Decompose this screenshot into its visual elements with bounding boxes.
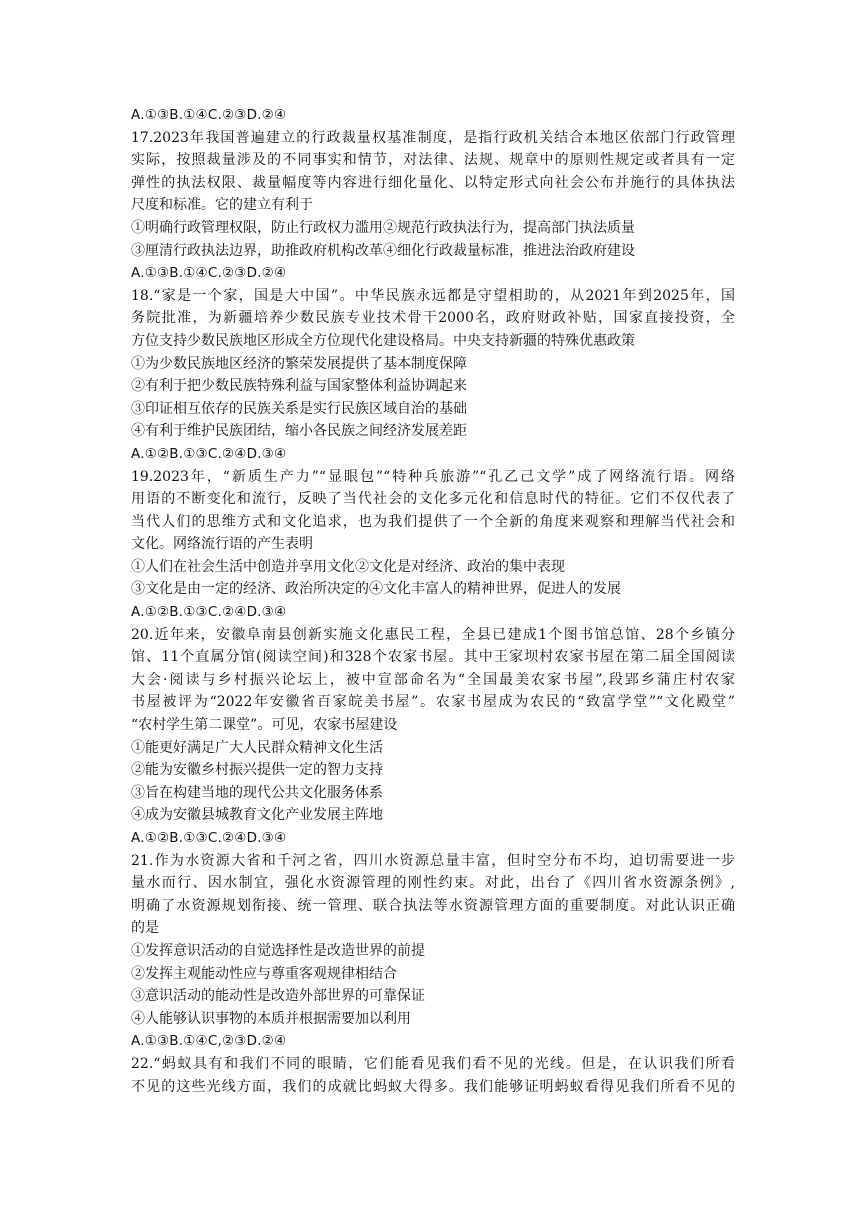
text-line: 量水而行、因水制宜，强化水资源管理的刚性约束。对此，出台了《四川省水资源条例》, — [131, 875, 735, 892]
text-line: 20.近年来，安徽阜南县创新实施文化惠民工程，全县已建成1个图书馆总馆、28个乡镇分 — [131, 626, 735, 643]
text-line: 当代人们的思维方式和文化追求，也为我们提供了一个全新的角度来观察和理解当代社会和 — [131, 513, 735, 530]
text-line: 尺度和标准。它的建立有利于 — [131, 197, 313, 214]
text-line: 21.作为水资源大省和千河之省，四川水资源总量丰富，但时空分布不均，迫切需要进一步 — [131, 852, 735, 869]
text-line: 实际，按照裁量涉及的不同事实和情节，对法律、法规、规章中的原则性规定或者具有一定 — [131, 152, 735, 169]
text-line: ①明确行政管理权限，防止行政权力滥用②规范行政执法行为，提高部门执法质量 — [131, 219, 635, 236]
text-line: ④有利于维护民族团结，缩小各民族之间经济发展差距 — [131, 423, 467, 440]
text-line: ②发挥主观能动性应与尊重客观规律相结合 — [131, 965, 397, 982]
text-line: ①发挥意识活动的自觉选择性是改造世界的前提 — [131, 942, 425, 959]
text-line: 弹性的执法权限、裁量幅度等内容进行细化量化、以特定形式向社会公布并施行的具体执法 — [131, 174, 735, 191]
text-line: ④成为安徽县城教育文化产业发展主阵地 — [131, 807, 383, 824]
text-line: 书屋被评为“2022年安徽省百家皖美书屋”。农家书屋成为农民的“致富学堂”“文化殿堂” — [131, 694, 735, 711]
text-line: 方位支持少数民族地区形成全方位现代化建设格局。中央支持新疆的特殊优惠政策 — [131, 332, 635, 349]
text-line: ①能更好满足广大人民群众精神文化生活 — [131, 739, 383, 756]
text-line: ③厘清行政执法边界，助推政府机构改革④细化行政裁量标准，推进法治政府建设 — [131, 242, 635, 259]
text-line: 馆、11个直属分馆(阅读空间)和328个农家书屋。其中王家坝村农家书屋在第二届全国阅读 — [131, 649, 735, 666]
answer-options: A.①②B.①③C.②④D.③④ — [131, 445, 287, 462]
answer-options: A.①③B.①④C,②③D.②④ — [131, 1033, 287, 1050]
answer-options: A.①②B.①③C.②④D.③④ — [131, 830, 287, 846]
text-line: ④人能够认识事物的本质并根据需要加以利用 — [131, 1010, 411, 1027]
text-line: ③意识活动的能动性是改造外部世界的可靠保证 — [131, 988, 425, 1005]
text-line: ①为少数民族地区经济的繁荣发展提供了基本制度保障 — [131, 355, 467, 372]
text-line: 用语的不断变化和流行，反映了当代社会的文化多元化和信息时代的特征。它们不仅代表了 — [131, 491, 735, 508]
answer-options: A.①③B.①④C.②③D.②④ — [131, 107, 287, 123]
text-line: 大会·阅读与乡村振兴论坛上，被中宣部命名为“全国最美农家书屋”,段郢乡蒲庄村农家 — [131, 671, 735, 688]
text-line: ③文化是由一定的经济、政治所决定的④文化丰富人的精神世界，促进人的发展 — [131, 581, 621, 598]
text-line: 务院批准，为新疆培养少数民族专业技术骨干2000名，政府财政补贴，国家直接投资，全 — [131, 310, 735, 327]
text-line: 17.2023年我国普遍建立的行政裁量权基准制度，是指行政机关结合本地区依部门行政管理 — [131, 129, 735, 146]
text-line: “农村学生第二课堂”。可见，农家书屋建设 — [131, 717, 398, 734]
answer-options: A.①③B.①④C.②③D.②④ — [131, 265, 287, 282]
text-line: 明确了水资源规划衔接、统一管理、联合执法等水资源管理方面的重要制度。对此认识正确 — [131, 897, 735, 914]
text-line: ③印证相互依存的民族关系是实行民族区域自治的基础 — [131, 400, 467, 417]
text-line: ②有利于把少数民族特殊利益与国家整体利益协调起来 — [131, 378, 467, 395]
text-line: ①人们在社会生活中创造并享用文化②文化是对经济、政治的集中表现 — [131, 558, 565, 575]
document-page — [131, 104, 735, 1098]
text-line: 的是 — [131, 920, 159, 937]
text-line: 18.“家是一个家，国是大中国”。中华民族永远都是守望相助的，从2021年到2025年，国 — [131, 287, 735, 304]
text-line: 不见的这些光线方面，我们的成就比蚂蚁大得多。我们能够证明蚂蚁看得见我们所看不见的 — [131, 1078, 735, 1095]
text-line: 文化。网络流行语的产生表明 — [131, 536, 313, 553]
text-line: ②能为安徽乡村振兴提供一定的智力支持 — [131, 762, 383, 779]
text-line: ③旨在构建当地的现代公共文化服务体系 — [131, 784, 383, 801]
text-line: 22.“蚂蚁具有和我们不同的眼睛，它们能看见我们看不见的光线。但是，在认识我们所看 — [131, 1055, 735, 1072]
answer-options: A.①②B.①③C.②④D.③④ — [131, 604, 287, 621]
text-line: 19.2023年，“新质生产力”“显眼包”“特种兵旅游”“孔乙己文学”成了网络流行语。网络 — [131, 468, 735, 485]
